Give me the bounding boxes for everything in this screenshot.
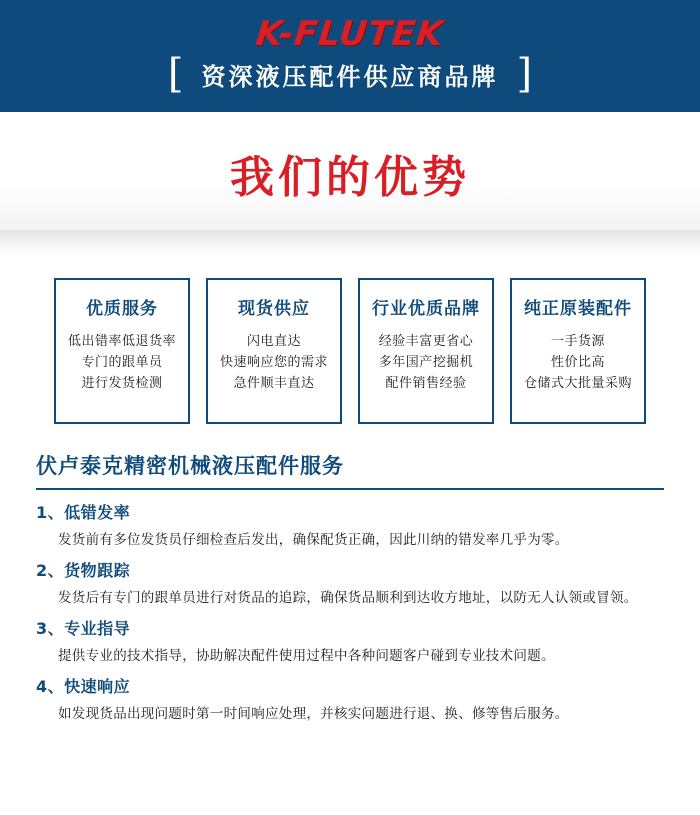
service-item-name: 货物跟踪 [64,561,131,580]
service-item-title [36,674,664,697]
advantage-card [54,278,190,424]
header-tagline: 资深液压配件供应商品牌 [201,62,499,91]
advantage-card-line: 进行发货检测 [81,376,163,391]
services-heading: 伏卢泰克精密机械液压配件服务 [36,454,344,478]
services-divider [36,488,664,490]
service-item-title [36,616,664,639]
advantage-card [358,278,494,424]
advantage-card-title: 优质服务 [86,299,158,319]
service-item-body: 发货前有多位发货员仔细检查后发出，确保配货正确，因此川纳的错发率几乎为零。 [58,532,569,548]
advantage-card-line: 一手货源 [550,334,605,349]
bracket-right-icon: ] [516,51,533,97]
tagline-row [0,51,700,97]
service-item [36,558,664,609]
advantage-card-title: 行业优质品牌 [372,299,480,319]
service-item-name: 低错发率 [64,503,131,522]
advantage-card-line: 闪电直达 [246,334,301,349]
service-item-name: 快速响应 [64,677,131,696]
title-shadow-strip [0,230,700,258]
advantage-card-title: 纯正原装配件 [524,299,632,319]
service-item-name: 专业指导 [64,619,131,638]
service-item [36,616,664,667]
advantage-card [510,278,646,424]
service-item-body: 提供专业的技术指导，协助解决配件使用过程中各种问题客户碰到专业技术问题。 [58,648,555,664]
page-header [0,0,700,115]
advantage-card-line: 性价比高 [550,355,605,370]
bracket-left-icon: [ [167,51,184,97]
services-section [0,450,700,725]
service-item-number: 1、 [36,503,65,522]
service-item [36,500,664,551]
brand-logo [0,0,700,54]
service-item-number: 3、 [36,619,65,638]
service-item-number: 4、 [36,677,65,696]
advantage-card-line: 低出错率低退货率 [67,334,176,349]
advantage-card-list [0,278,700,424]
advantage-card-line: 多年国产挖掘机 [378,355,474,370]
title-band [0,115,700,230]
advantage-card-line: 配件销售经验 [385,376,467,391]
service-item-title [36,500,664,523]
advantage-card-title: 现货供应 [238,299,310,319]
brand-logo-text: K-FLUTEK [254,14,446,54]
advantage-card-line: 专门的跟单员 [81,355,163,370]
service-item-number: 2、 [36,561,65,580]
advantage-card-line: 急件顺丰直达 [233,376,315,391]
advantage-card [206,278,342,424]
advantage-card-line: 快速响应您的需求 [219,355,328,370]
service-item-title [36,558,664,581]
advantage-card-line: 经验丰富更省心 [378,334,474,349]
advantage-card-line: 仓储式大批量采购 [523,376,632,391]
page-title: 我们的优势 [230,151,470,203]
service-item-body: 如发现货品出现问题时第一时间响应处理，并核实问题进行退、换、修等售后服务。 [58,706,569,722]
service-item [36,674,664,725]
service-item-body: 发货后有专门的跟单员进行对货品的追踪，确保货品顺利到达收方地址，以防无人认领或冒领。 [58,590,638,606]
